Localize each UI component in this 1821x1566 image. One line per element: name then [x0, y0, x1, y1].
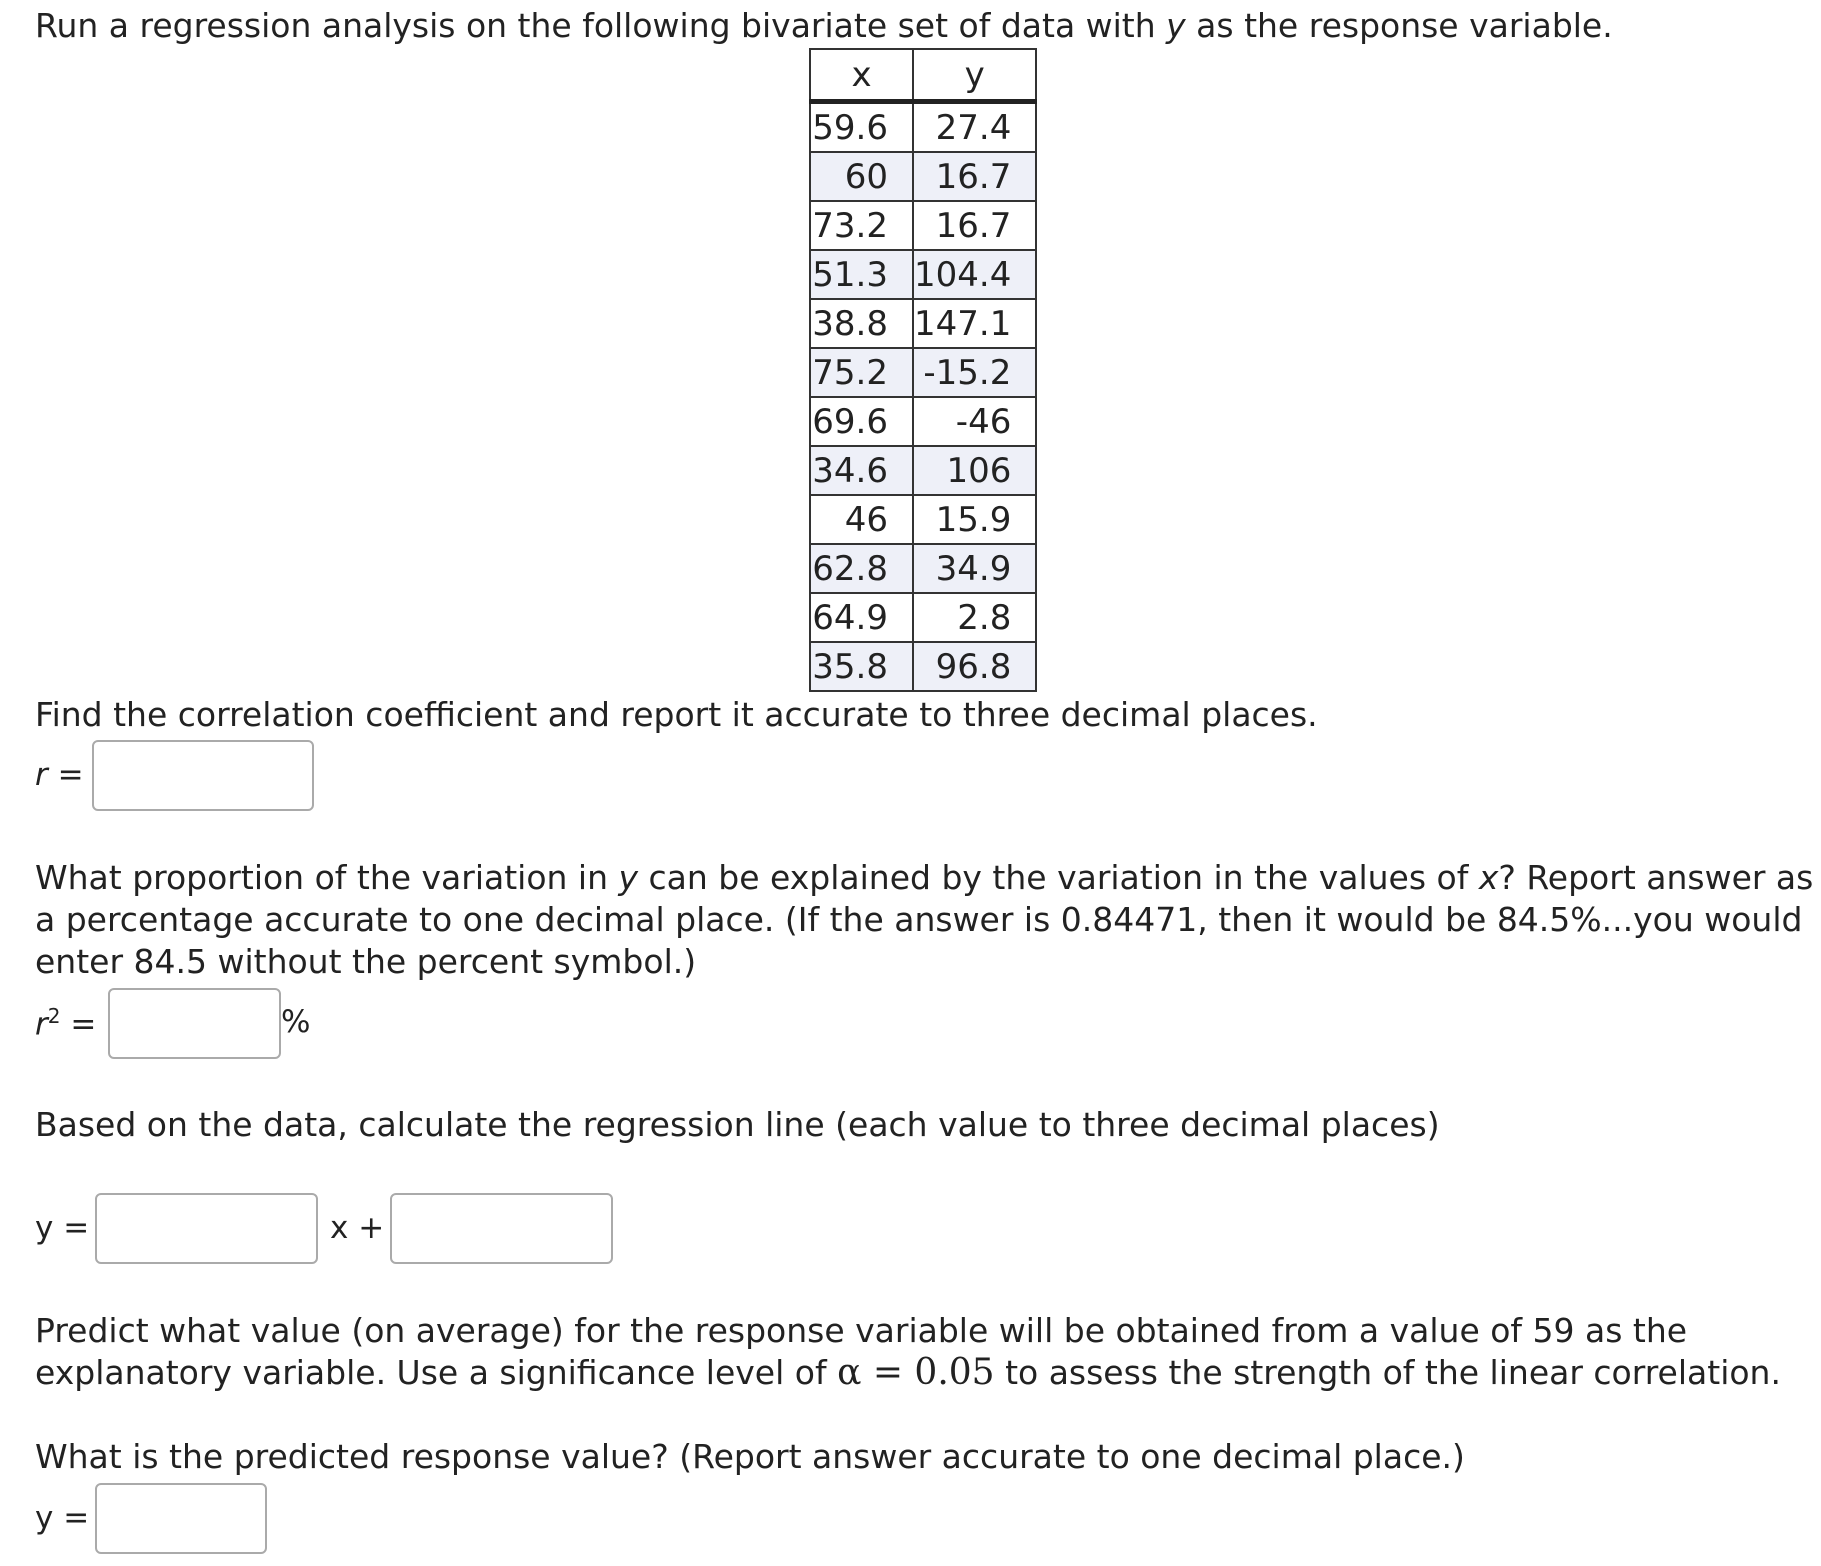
cell-x: 73.2	[810, 201, 913, 250]
cell-x: 64.9	[810, 593, 913, 642]
predicted-value-input[interactable]	[95, 1483, 267, 1554]
cell-y: -46	[913, 397, 1036, 446]
table-row	[810, 642, 1036, 691]
table-row	[810, 495, 1036, 544]
table-row	[810, 593, 1036, 642]
q3-label-y: y =	[35, 1210, 90, 1246]
q1-label	[35, 757, 84, 793]
intro-text	[35, 5, 1613, 47]
intro-var-y: y	[1166, 6, 1186, 45]
r-squared-input[interactable]	[108, 988, 281, 1059]
slope-input[interactable]	[95, 1193, 318, 1264]
intro-part1: Run a regression analysis on the following bivariate set of data with	[35, 6, 1167, 45]
cell-y: 34.9	[913, 544, 1036, 593]
cell-y: 106	[913, 446, 1036, 495]
cell-x: 62.8	[810, 544, 913, 593]
table-row	[810, 152, 1036, 201]
cell-x: 35.8	[810, 642, 913, 691]
intro-part2: as the response variable.	[1185, 6, 1613, 45]
data-table	[809, 48, 1037, 692]
q4-prompt-line2	[35, 1352, 1781, 1394]
table-row	[810, 348, 1036, 397]
q4-text-b: to assess the strength of the linear correlation.	[994, 1353, 1781, 1392]
q3-x-plus: x +	[330, 1210, 385, 1246]
table-row	[810, 397, 1036, 446]
column-header-y: y	[913, 49, 1036, 102]
cell-x: 59.6	[810, 102, 913, 153]
table-row	[810, 250, 1036, 299]
q4-text-a: explanatory variable. Use a significance level of	[35, 1353, 838, 1392]
q2-text-a: What proportion of the variation in	[35, 858, 619, 897]
q1-prompt: Find the correlation coefficient and report it accurate to three decimal places.	[35, 695, 1318, 734]
q2-prompt-line1	[35, 857, 1813, 899]
q2-text-c: ? Report answer as	[1498, 858, 1814, 897]
correlation-input[interactable]	[92, 740, 314, 811]
table-row	[810, 102, 1036, 153]
cell-y: 27.4	[913, 102, 1036, 153]
q2-label-eq: =	[60, 1006, 97, 1043]
q2-var-x: x	[1478, 858, 1499, 897]
cell-x: 69.6	[810, 397, 913, 446]
cell-y: 96.8	[913, 642, 1036, 691]
q4-prompt-line1: Predict what value (on average) for the response variable will be obtained from a value of 59 as the	[35, 1311, 1688, 1350]
q2-label-sup: 2	[47, 1004, 61, 1028]
cell-x: 38.8	[810, 299, 913, 348]
cell-y: 16.7	[913, 152, 1036, 201]
table-row	[810, 544, 1036, 593]
alpha-expression: α = 0.05	[837, 1352, 995, 1393]
q4-label-y: y =	[35, 1500, 90, 1536]
q1-label-eq: =	[47, 757, 84, 793]
cell-y: 104.4	[913, 250, 1036, 299]
cell-x: 75.2	[810, 348, 913, 397]
cell-y: -15.2	[913, 348, 1036, 397]
q2-label	[35, 1004, 96, 1042]
q2-text-b: can be explained by the variation in the values of	[638, 858, 1479, 897]
cell-x: 51.3	[810, 250, 913, 299]
cell-x: 46	[810, 495, 913, 544]
column-header-x: x	[810, 49, 913, 102]
intercept-input[interactable]	[390, 1193, 613, 1264]
q2-prompt-line3: enter 84.5 without the percent symbol.)	[35, 942, 697, 981]
q1-label-r: r	[35, 757, 48, 793]
q2-label-r: r	[35, 1006, 48, 1043]
q4-question: What is the predicted response value? (Report answer accurate to one decimal place.)	[35, 1437, 1465, 1476]
table-row	[810, 299, 1036, 348]
cell-x: 34.6	[810, 446, 913, 495]
cell-x: 60	[810, 152, 913, 201]
cell-y: 16.7	[913, 201, 1036, 250]
cell-y: 147.1	[913, 299, 1036, 348]
table-header-row	[810, 49, 1036, 102]
percent-sign: %	[281, 1004, 311, 1040]
cell-y: 15.9	[913, 495, 1036, 544]
q2-var-y: y	[618, 858, 639, 897]
q3-prompt: Based on the data, calculate the regression line (each value to three decimal places)	[35, 1105, 1440, 1144]
table-row	[810, 446, 1036, 495]
cell-y: 2.8	[913, 593, 1036, 642]
table-row	[810, 201, 1036, 250]
q2-prompt-line2: a percentage accurate to one decimal place. (If the answer is 0.84471, then it would be 84.5%...you would	[35, 900, 1803, 939]
